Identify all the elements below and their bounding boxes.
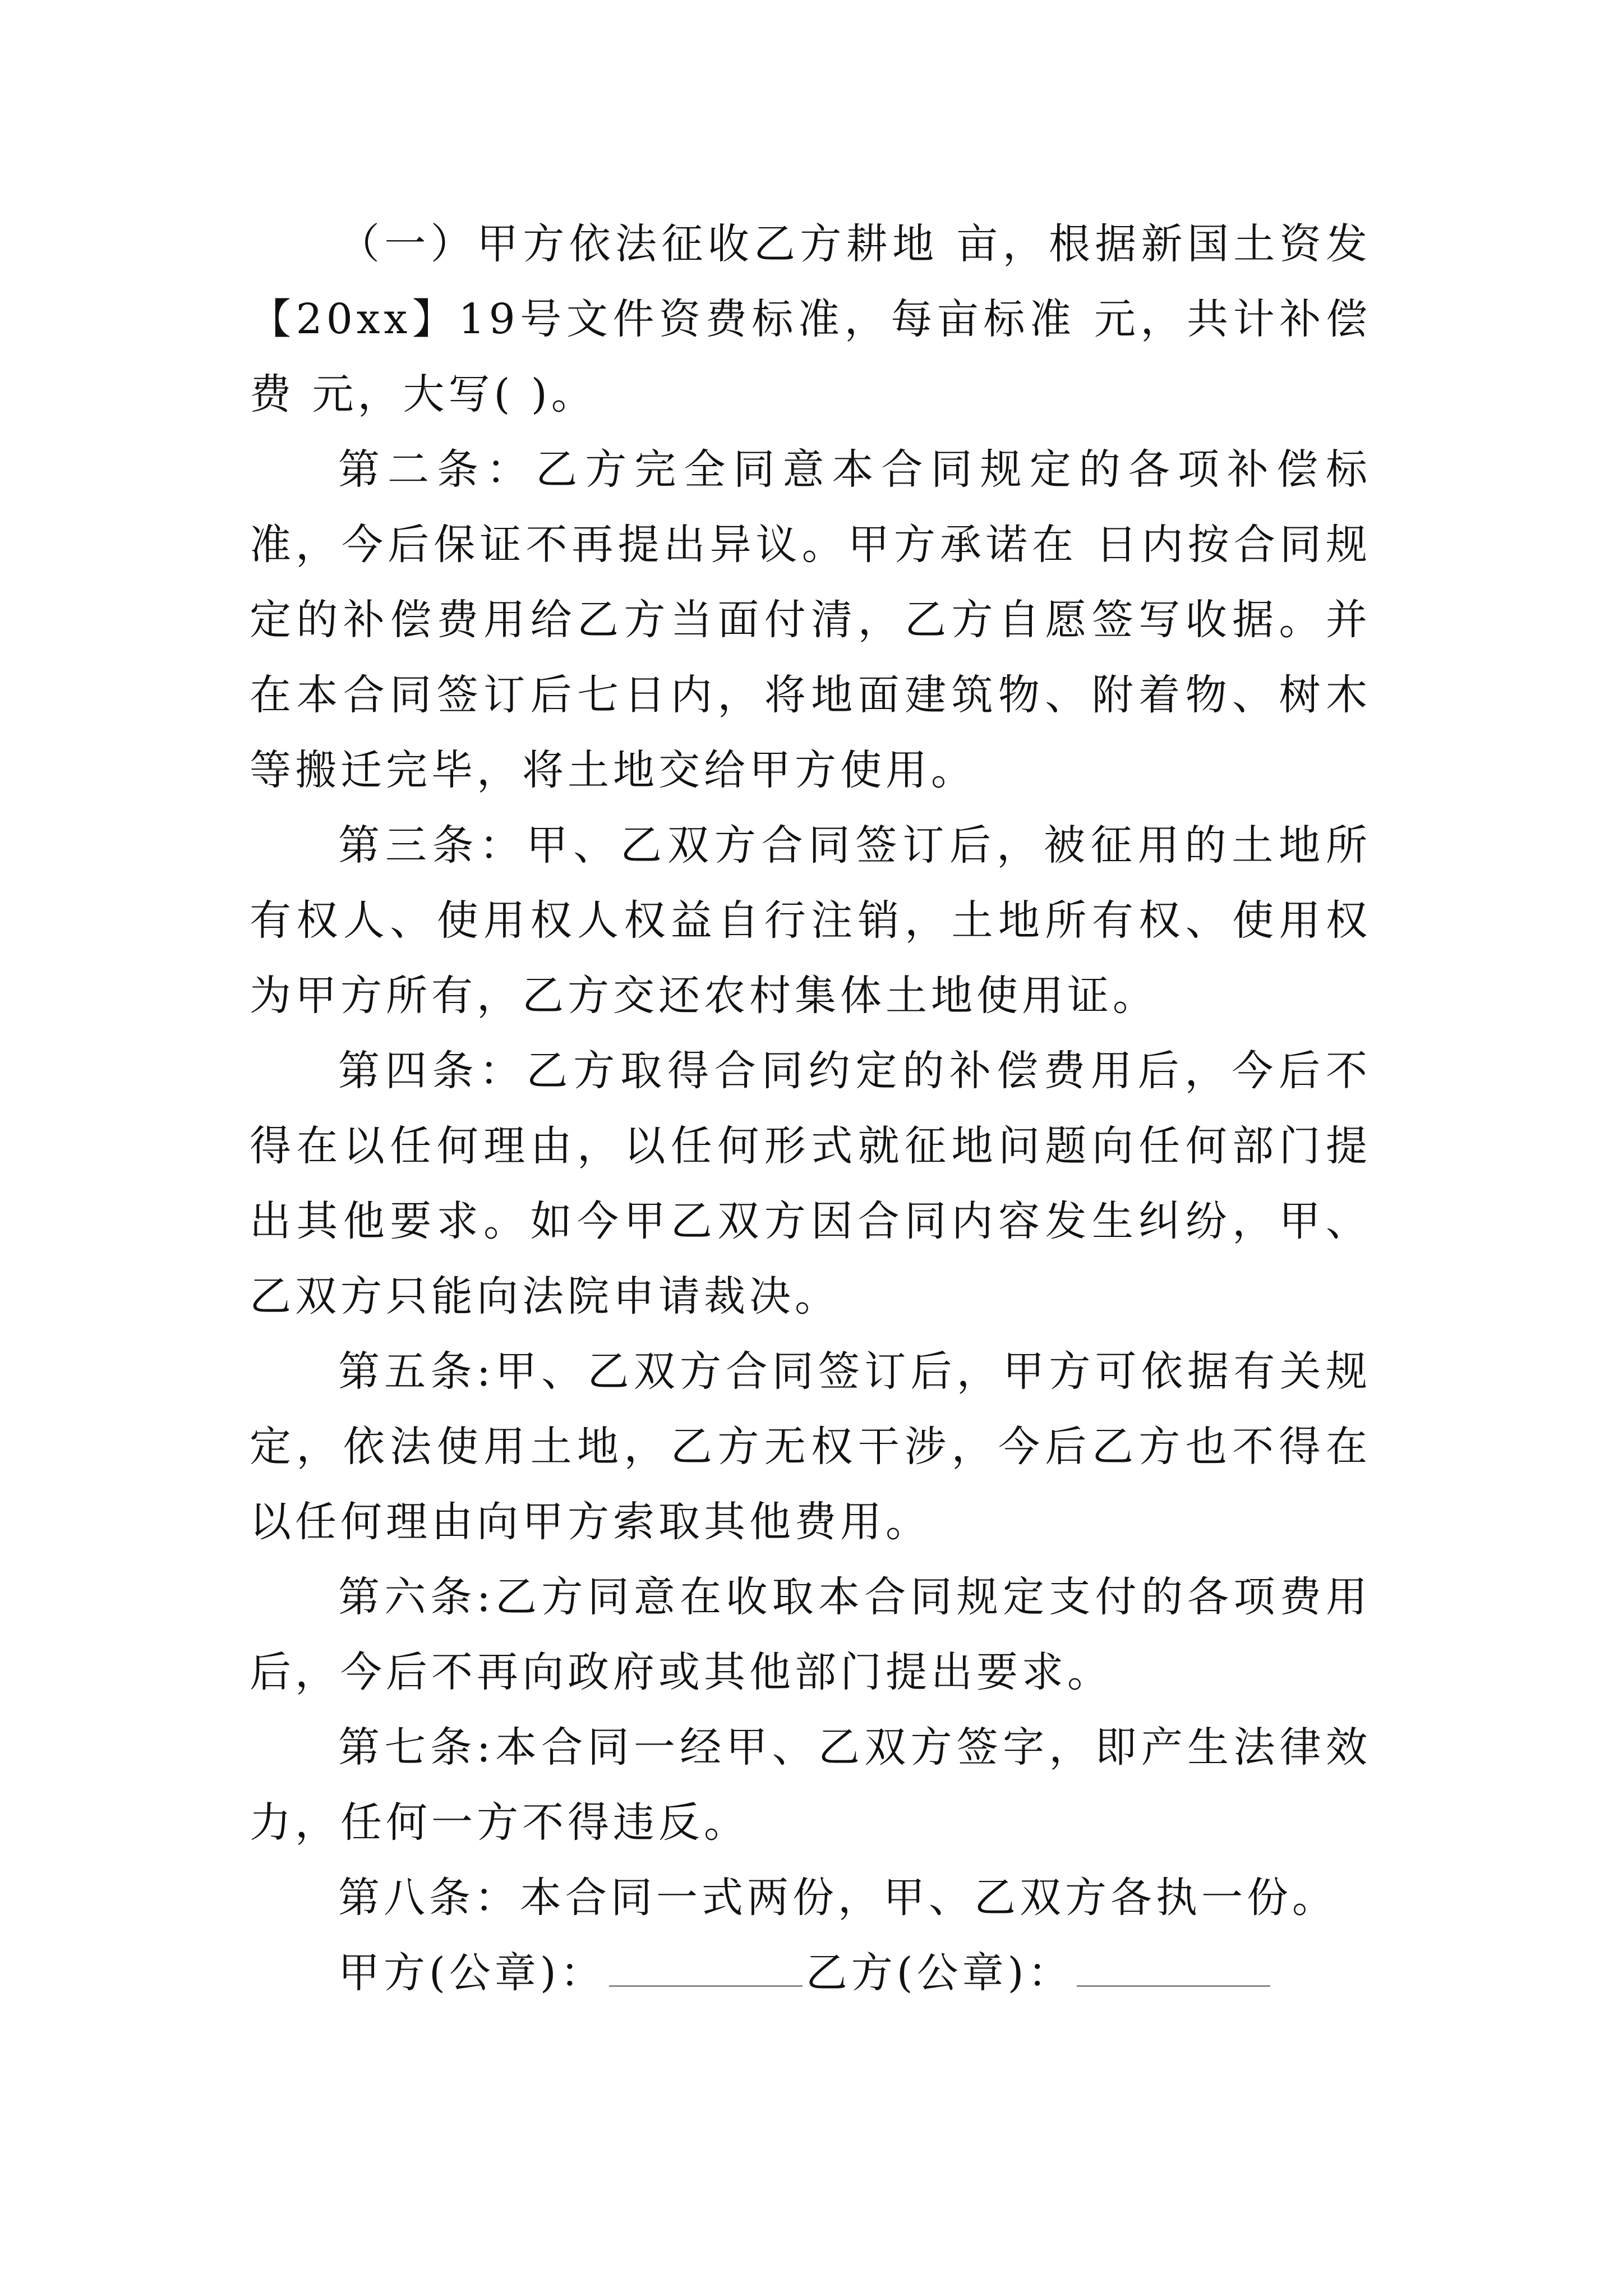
paragraph-article-6: 第六条:乙方同意在收取本合同规定支付的各项费用后，今后不再向政府或其他部门提出要求。	[250, 1573, 1371, 1696]
paragraph-article-8: 第八条：本合同一式两份，甲、乙双方各执一份。	[338, 1874, 1338, 1922]
party-b-seal-label: 乙方(公章)：	[805, 1949, 1073, 1997]
paragraph-article-2: 第二条：乙方完全同意本合同规定的各项补偿标准，今后保证不再提出异议。甲方承诺在 日内按合同规定的补偿费用给乙方当面付清，乙方自愿签写收据。并在本合同签订后七日内，将地面建筑物、附着物、树木等搬迁完毕，将土地交给甲方使用。	[250, 445, 1371, 794]
paragraph-compensation-terms: （一）甲方依法征收乙方耕地 亩，根据新国土资发【20xx】19号文件资费标准，每亩标准 元，共计补偿费 元，大写( )。	[250, 220, 1371, 418]
document-body	[250, 206, 1371, 2010]
party-b-signature-blank	[1077, 1952, 1270, 1987]
party-a-signature-blank	[609, 1952, 803, 1987]
signature-line	[250, 1935, 1371, 2010]
paragraph-article-3: 第三条：甲、乙双方合同签订后，被征用的土地所有权人、使用权人权益自行注销，土地所有权、使用权为甲方所有，乙方交还农村集体土地使用证。	[250, 821, 1371, 1020]
party-a-seal-label: 甲方(公章)：	[338, 1949, 606, 1997]
paragraph-article-5: 第五条:甲、乙双方合同签订后，甲方可依据有关规定，依法使用土地，乙方无权干涉，今后乙方也不得在以任何理由向甲方索取其他费用。	[250, 1347, 1371, 1546]
paragraph-article-4: 第四条：乙方取得合同约定的补偿费用后，今后不得在以任何理由，以任何形式就征地问题向任何部门提出其他要求。如今甲乙双方因合同内容发生纠纷，甲、乙双方只能向法院申请裁决。	[250, 1047, 1371, 1320]
paragraph-article-7: 第七条:本合同一经甲、乙双方签字，即产生法律效力，任何一方不得违反。	[250, 1723, 1371, 1847]
